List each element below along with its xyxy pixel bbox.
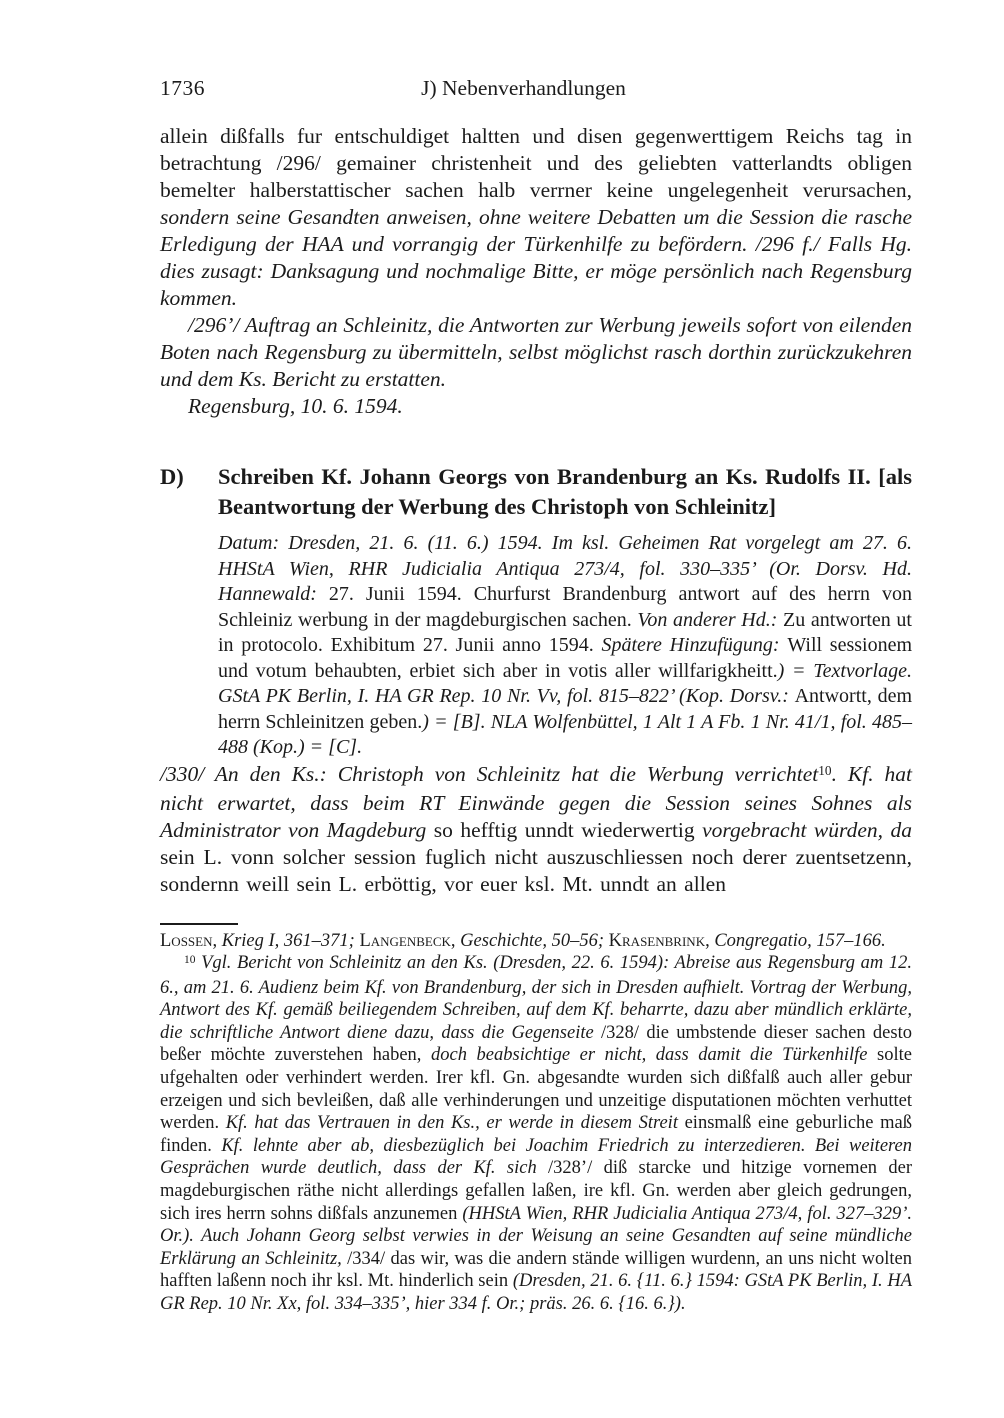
body-paragraph-2: /296’/ Auftrag an Schleinitz, die Antworten zur Werbung jeweils sofort von eilenden Boten nach Regensburg zu übermitteln, selbst möglichst rasch dorthin zurückzukehren und dem Ks. Bericht zu erstatten. <box>160 313 912 391</box>
page-header <box>160 76 912 101</box>
footnotes-block <box>160 930 912 1316</box>
footnote-10: $^{10}$ Vgl. Bericht von Schleinitz an den Ks. (Dresden, 22. 6. 1594): Abreise aus Regensburg am 12. 6., am 21. 6. Audienz beim Kf. von Brandenburg, der sich in Dresden aufhielt. Vortrag der Werbung, Antwort des Kf. gemäß beiliegendem Schreiben, auf dem Kf. beharrte, dazu aber mündlich erklärte, die schriftliche Antwort diene dazu, dass die Gegenseite /328/ die umbstende dieser sachen desto beßer möchte zuverstehen haben, doch beabsichtige er nicht, dass damit die Türkenhilfe solte ufgehalten oder verhindert werden. Irer kfl. Gn. abgesandte wurden sich dißfalß auch aller gebur erzeigen und sich bevleißen, daß alle verhinderungen und unzeitige disputationen möchten verhuttet werden. Kf. hat das Vertrauen in den Ks., er werde in diesem Streit einsmalß eine geburliche maß finden. Kf. lehnte aber ab, diesbezüglich bei Joachim Friedrich zu interzedieren. Bei weiteren Gesprächen wurde deutlich, dass der Kf. sich /328’/ diß starcke und hitzige vornemen der magdeburgischen räthe nicht allerdings gefallen laßen, ire kfl. Gn. werden aber gleich gedrungen, sich ires herrn sohns dißfals anzunemen (HHStA Wien, RHR Judicialia Antiqua 273/4, fol. 327–329’. Or.). Auch Johann Georg selbst verwies in der Weisung an seine Gesandten auf seine mündliche Erklärung an Schleinitz, /334/ das wir, was die andern stände willigen wurdenn, an uns nicht wolten hafften laßenn noch ihr ksl. Mt. hinderlich sein (Dresden, 21. 6. {11. 6.} 1594: GStA PK Berlin, I. HA GR Rep. 10 Nr. Xx, fol. 334–335’, hier 334 f. Or.; präs. 26. 6. {16. 6.}). <box>160 953 913 1314</box>
footnote-separator-rule <box>160 923 238 925</box>
running-title: J) Nebenverhandlungen <box>421 76 626 100</box>
dateline-paragraph: Regensburg, 10. 6. 1594. <box>188 394 403 418</box>
body-paragraph-1: allein dißfalls fur entschuldiget haltten und disen gegenwerttigem Reichs tag in betrachtung /296/ gemainer christenheit und des geliebten vatterlandts obligen bemelter halberstattischer sachen halb verrner keine ungelegenheit verursachen, sondern seine Gesandten anweisen, ohne weitere Debatten um die Session die rasche Erledigung der HAA und vorrangig der Türkenhilfe zu befördern. /296 f./ Falls Hg. dies zusagt: Danksagung und nochmalige Bitte, er möge persönlich nach Regensburg kommen. <box>160 124 912 310</box>
page-number: 1736 <box>160 76 205 100</box>
text-block <box>160 76 912 1316</box>
section-d-heading <box>160 462 912 522</box>
source-note: Datum: Dresden, 21. 6. (11. 6.) 1594. Im ksl. Geheimen Rat vorgelegt am 27. 6. HHStA Wien, RHR Judicialia Antiqua 273/4, fol. 330–335’ (Or. Dorsv. Hd. Hannewald: 27. Junii 1594. Churfurst Brandenburg antwort auf des herrn von Schleiniz werbung in der magdeburgischen sachen. Von anderer Hd.: Zu antworten ut in protocolo. Exhibitum 27. Junii anno 1594. Spätere Hinzufügung: Will sessionem und votum behaubten, erbiet sich aber in votis aller willfarigkheitt.) = Textvorlage. GStA PK Berlin, I. HA GR Rep. 10 Nr. Vv, fol. 815–822’ (Kop. Dorsv.: Antwortt, dem herrn Schleinitzen geben.) = [B]. NLA Wolfenbüttel, 1 Alt 1 A Fb. 1 Nr. 41/1, fol. 485–488 (Kop.) = [C]. <box>218 532 913 758</box>
record-paragraph: /330/ An den Ks.: Christoph von Schleinitz hat die Werbung verrichtet$^{10}$. Kf. hat nicht erwartet, dass beim RT Einwände gegen die Session seines Sohnes als Administrator von Magdeburg so hefftig unndt wiederwertig vorgebracht würden, da sein L. vonn solcher session fuglich nicht auszuschliessen noch derer zuentsetzenn, sondernn weill sein L. erböttig, vor euer ksl. Mt. unndt an allen <box>160 761 913 896</box>
section-d-label: D) <box>160 464 184 489</box>
footnote-continuation: Lossen, Krieg I, 361–371; Langenbeck, Geschichte, 50–56; Krasenbrink, Congregatio, 157–166. <box>160 930 886 951</box>
section-d-title: Schreiben Kf. Johann Georgs von Brandenburg an Ks. Rudolfs II. [als Beantwortung der Werbung des Christoph von Schleinitz] <box>218 464 912 519</box>
